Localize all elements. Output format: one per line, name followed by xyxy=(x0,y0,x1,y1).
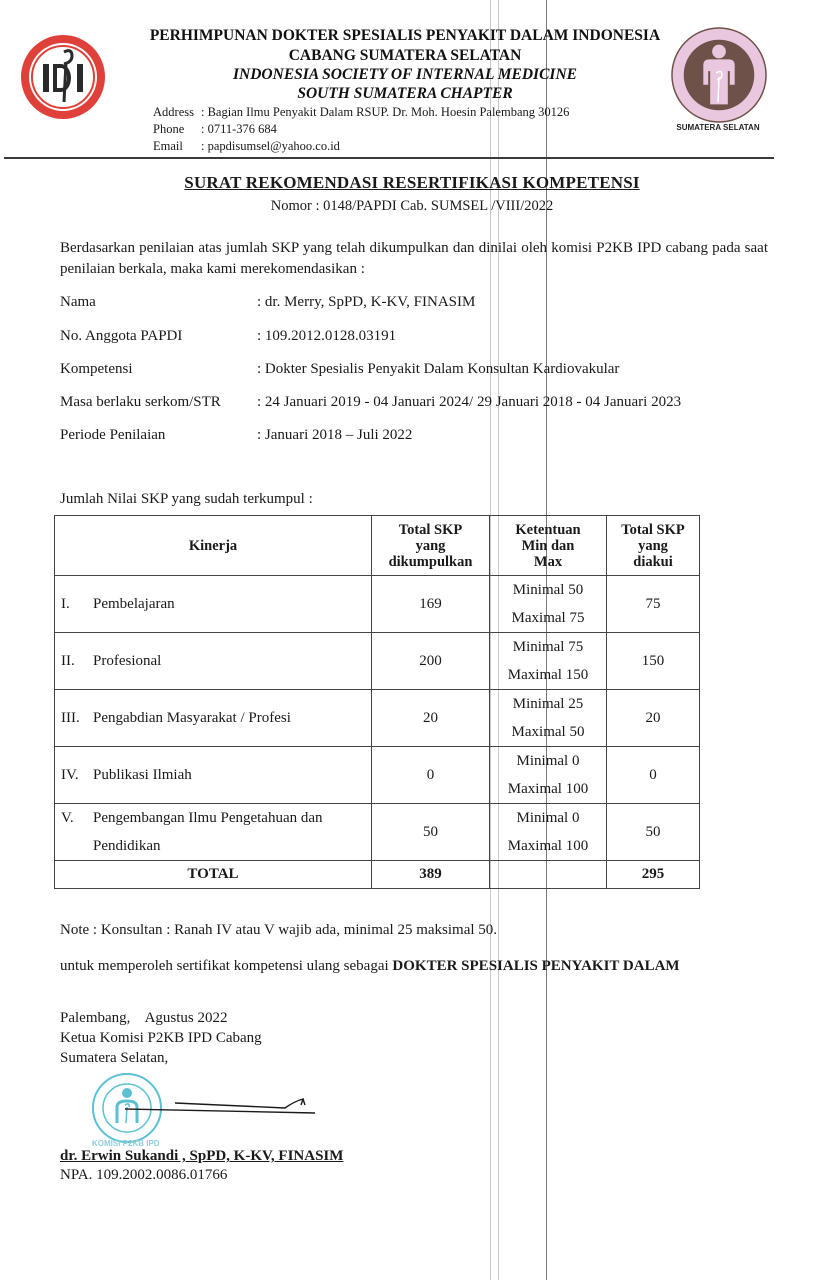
document-number: Nomor : 0148/PAPDI Cab. SUMSEL /VIII/2022 xyxy=(270,198,554,214)
header-collected xyxy=(372,516,490,576)
table-row xyxy=(55,804,700,861)
purpose-specialty: DOKTER SPESIALIS PENYAKIT DALAM xyxy=(392,958,680,974)
email-label: Email xyxy=(153,139,183,153)
rule-min: Minimal 0 xyxy=(516,810,580,826)
field-label-validity: Masa berlaku serkom/STR xyxy=(60,394,221,410)
address-line xyxy=(153,105,569,120)
table-row xyxy=(55,747,700,804)
consultant-note: Note : Konsultan : Ranah IV atau V wajib ada, minimal 25 maksimal 50. xyxy=(60,922,498,938)
kinerja-cell xyxy=(55,576,372,633)
header-recognized xyxy=(607,516,700,576)
rule-min: Minimal 75 xyxy=(512,639,584,655)
org-name: PERHIMPUNAN DOKTER SPESIALIS PENYAKIT DALAM INDONESIA xyxy=(149,27,661,44)
collected-cell: 200 xyxy=(372,633,490,690)
table-header-row xyxy=(55,516,700,576)
recognized-cell: 20 xyxy=(607,690,700,747)
total-recognized: 295 xyxy=(607,861,700,889)
field-value-kompetensi: : Dokter Spesialis Penyakit Dalam Konsultan Kardiovakular xyxy=(257,361,620,377)
kinerja-cell xyxy=(55,804,372,861)
table-row xyxy=(55,576,700,633)
address-value: : Bagian Ilmu Penyakit Dalam RSUP. Dr. Moh. Hoesin Palembang 30126 xyxy=(201,105,570,119)
header-collected-line2: yang xyxy=(415,537,446,554)
signer-position-line1: Ketua Komisi P2KB IPD Cabang xyxy=(60,1030,262,1046)
address-label: Address xyxy=(153,105,194,119)
rule-min: Minimal 50 xyxy=(512,582,584,598)
total-label: TOTAL xyxy=(55,861,372,889)
kinerja-cell xyxy=(55,633,372,690)
phone-value: : 0711-376 684 xyxy=(201,122,277,136)
header-recognized-line3: diakui xyxy=(633,553,673,570)
rule-max: Maximal 150 xyxy=(507,667,589,683)
row-name: Pembelajaran xyxy=(93,595,175,612)
row-number: II. xyxy=(61,652,75,669)
row-name-continued: Pendidikan xyxy=(93,838,161,854)
field-value-validity: : 24 Januari 2019 - 04 Januari 2024/ 29 Januari 2018 - 04 Januari 2023 xyxy=(257,394,682,410)
signer-npa: NPA. 109.2002.0086.01766 xyxy=(60,1167,228,1183)
header-kinerja: Kinerja xyxy=(55,516,372,576)
rule-cell xyxy=(490,747,607,804)
row-name: Pengembangan Ilmu Pengetahuan dan xyxy=(93,810,323,826)
rule-cell xyxy=(490,576,607,633)
intro-paragraph: Berdasarkan penilaian atas jumlah SKP yang telah dikumpulkan dan dinilai oleh komisi P2KB IPD cabang pada saat penilaian berkala, maka kami merekomendasikan : xyxy=(60,240,768,277)
place-date: Palembang, Agustus 2022 xyxy=(60,1010,228,1026)
rule-max: Maximal 100 xyxy=(507,838,589,854)
row-number: III. xyxy=(61,709,80,726)
purpose-line xyxy=(60,958,680,975)
field-value-member-no: : 109.2012.0128.03191 xyxy=(257,328,397,344)
row-number: IV. xyxy=(61,766,79,783)
header-recognized-line2: yang xyxy=(638,537,668,554)
header-rule-line2: Min dan xyxy=(521,537,575,554)
org-name-english: INDONESIA SOCIETY OF INTERNAL MEDICINE xyxy=(233,66,577,83)
stamp-label: KOMISI P2KB IPD xyxy=(92,1139,160,1148)
row-number: I. xyxy=(61,595,70,612)
skp-table xyxy=(54,515,700,889)
field-value-nama: : dr. Merry, SpPD, K-KV, FINASIM xyxy=(257,294,476,310)
header-divider xyxy=(4,157,774,159)
header-recognized-line1: Total SKP xyxy=(621,521,685,538)
header-collected-line3: dikumpulkan xyxy=(388,553,473,570)
field-label-period: Periode Penilaian xyxy=(60,427,166,443)
signer-position-line2: Sumatera Selatan, xyxy=(60,1050,169,1066)
header-rule-line3: Max xyxy=(533,553,563,570)
recognized-cell: 50 xyxy=(607,804,700,861)
phone-label: Phone xyxy=(153,122,185,136)
rule-max: Maximal 100 xyxy=(507,781,589,797)
table-intro: Jumlah Nilai SKP yang sudah terkumpul : xyxy=(60,491,313,507)
rule-min: Minimal 0 xyxy=(516,753,580,769)
kinerja-cell xyxy=(55,747,372,804)
row-name: Pengabdian Masyarakat / Profesi xyxy=(93,709,291,726)
idi-logo-icon xyxy=(18,32,108,122)
field-value-period: : Januari 2018 – Juli 2022 xyxy=(257,427,413,443)
collected-cell: 50 xyxy=(372,804,490,861)
recognized-cell: 75 xyxy=(607,576,700,633)
row-number: V. xyxy=(61,810,74,826)
row-name: Publikasi Ilmiah xyxy=(93,766,192,783)
header-collected-line1: Total SKP xyxy=(398,521,463,538)
papdi-logo-caption: SUMATERA SELATAN xyxy=(676,123,760,132)
rule-min: Minimal 25 xyxy=(512,696,584,712)
chapter-name-english: SOUTH SUMATERA CHAPTER xyxy=(297,85,513,102)
signature-icon xyxy=(125,1093,325,1117)
document-title: SURAT REKOMENDASI RESERTIFIKASI KOMPETENSI xyxy=(184,173,640,192)
rule-cell xyxy=(490,633,607,690)
rule-cell xyxy=(490,804,607,861)
recognized-cell: 150 xyxy=(607,633,700,690)
email-value: : papdisumsel@yahoo.co.id xyxy=(201,139,340,153)
email-line xyxy=(153,139,340,154)
field-label-member-no: No. Anggota PAPDI xyxy=(60,328,183,344)
branch-name: CABANG SUMATERA SELATAN xyxy=(288,47,522,64)
total-collected: 389 xyxy=(372,861,490,889)
papdi-logo-icon xyxy=(670,26,768,124)
table-row xyxy=(55,633,700,690)
field-label-kompetensi: Kompetensi xyxy=(60,361,133,377)
collected-cell: 0 xyxy=(372,747,490,804)
phone-line xyxy=(153,122,277,137)
rule-max: Maximal 75 xyxy=(511,610,585,626)
recognized-cell: 0 xyxy=(607,747,700,804)
field-label-nama: Nama xyxy=(60,294,96,310)
total-rule xyxy=(490,861,607,889)
header-rule-line1: Ketentuan xyxy=(515,521,581,538)
kinerja-cell xyxy=(55,690,372,747)
total-row xyxy=(55,861,700,889)
signer-name: dr. Erwin Sukandi , SpPD, K-KV, FINASIM xyxy=(60,1148,344,1164)
table-row xyxy=(55,690,700,747)
purpose-prefix: untuk memperoleh sertifikat kompetensi ulang sebagai xyxy=(60,958,393,974)
collected-cell: 20 xyxy=(372,690,490,747)
header-rule xyxy=(490,516,607,576)
row-name: Profesional xyxy=(93,652,162,669)
rule-cell xyxy=(490,690,607,747)
collected-cell: 169 xyxy=(372,576,490,633)
rule-max: Maximal 50 xyxy=(511,724,585,740)
